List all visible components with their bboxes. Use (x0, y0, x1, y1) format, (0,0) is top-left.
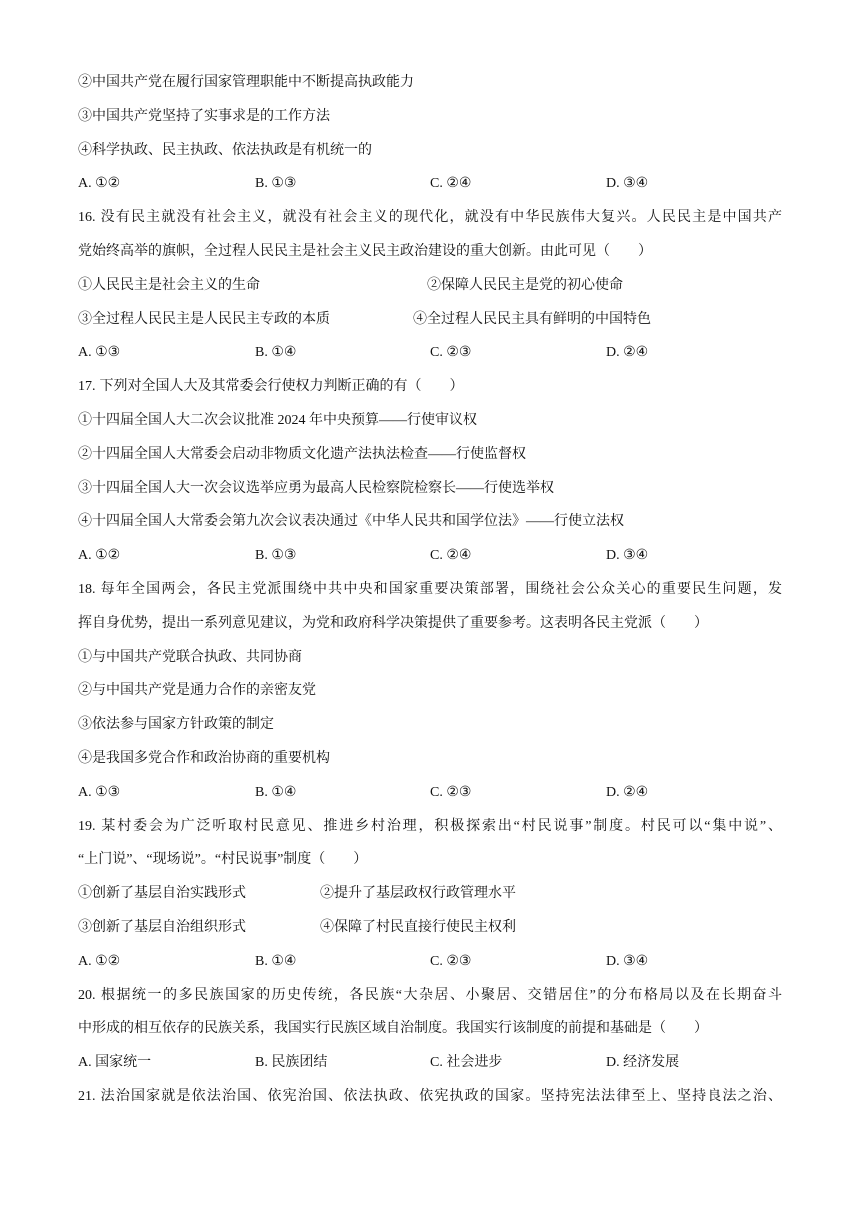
q17-stem-line-1 (78, 377, 464, 397)
q20-stem-line-2: 中形成的相互依存的民族关系，我国实行民族区域自治制度。我国实行该制度的前提和基础是（ ） (78, 1021, 708, 1036)
q20-choice-b: B. 民族团结 (255, 1055, 328, 1070)
q19-statement-4: ④保障了村民直接行使民主权利 (320, 920, 516, 935)
q17-choices (0, 546, 860, 566)
q19-choice-c: C. ②③ (430, 954, 472, 969)
q17-choice-d: D. ③④ (606, 548, 649, 563)
q15-choice-b: B. ①③ (255, 176, 297, 191)
q16-statement-4: ④全过程人民民主具有鲜明的中国特色 (413, 312, 651, 327)
q20-number: 20. (78, 988, 96, 1003)
q19-stem-text-1: 某村委会为广泛听取村民意见、推进乡村治理，积极探索出“村民说事”制度。村民可以“集中说”、 (99, 819, 782, 834)
q18-statement-4: ④是我国多党合作和政治协商的重要机构 (78, 751, 330, 766)
q19-stem-line-1 (78, 817, 782, 837)
q19-statement-3: ③创新了基层自治组织形式 (78, 920, 246, 935)
q17-statement-4: ④十四届全国人大常委会第九次会议表决通过《中华人民共和国学位法》——行使立法权 (78, 514, 624, 529)
q17-statement-3: ③十四届全国人大一次会议选举应勇为最高人民检察院检察长——行使选举权 (78, 481, 554, 496)
q21-number: 21. (78, 1089, 96, 1104)
q21-stem-line-1 (78, 1087, 782, 1107)
q17-statement-1: ①十四届全国人大二次会议批准 2024 年中央预算——行使审议权 (78, 413, 477, 428)
q16-choice-b: B. ①④ (255, 345, 297, 360)
q15-choices (0, 174, 860, 194)
q20-choices (0, 1053, 860, 1073)
q16-statement-3: ③全过程人民民主是人民民主专政的本质 (78, 312, 330, 327)
q19-number: 19. (78, 819, 96, 834)
q18-number: 18. (78, 582, 96, 597)
q16-choice-c: C. ②③ (430, 345, 472, 360)
q19-stem-line-2: “上门说”、“现场说”。“村民说事”制度（ ） (78, 852, 368, 867)
q15-choice-d: D. ③④ (606, 176, 649, 191)
q17-choice-c: C. ②④ (430, 548, 472, 563)
q18-choice-a: A. ①③ (78, 785, 121, 800)
q15-choice-c: C. ②④ (430, 176, 472, 191)
q19-statements-row-2 (0, 918, 860, 938)
q16-stem-text-1: 没有民主就没有社会主义，就没有社会主义的现代化，就没有中华民族伟大复兴。人民民主是中国共产 (99, 210, 782, 225)
q20-choice-c: C. 社会进步 (430, 1055, 503, 1070)
q17-number: 17. (78, 379, 96, 394)
q16-stem-line-1 (78, 208, 782, 228)
q17-stem-text-1: 下列对全国人大及其常委会行使权力判断正确的有（ ） (99, 379, 464, 394)
q20-stem-text-1: 根据统一的多民族国家的历史传统，各民族“大杂居、小聚居、交错居住”的分布格局以及在长期奋斗 (99, 988, 782, 1003)
q17-choice-a: A. ①② (78, 548, 121, 563)
q17-statement-2: ②十四届全国人大常委会启动非物质文化遗产法执法检查——行使监督权 (78, 447, 526, 462)
q16-choice-a: A. ①③ (78, 345, 121, 360)
q19-statement-2: ②提升了基层政权行政管理水平 (320, 886, 516, 901)
q20-choice-a: A. 国家统一 (78, 1055, 152, 1070)
q19-choices (0, 952, 860, 972)
q15-choice-a: A. ①② (78, 176, 121, 191)
q18-statement-1: ①与中国共产党联合执政、共同协商 (78, 650, 302, 665)
q19-choice-d: D. ③④ (606, 954, 649, 969)
q18-choice-c: C. ②③ (430, 785, 472, 800)
q20-stem-line-1 (78, 986, 782, 1006)
q16-statement-1: ①人民民主是社会主义的生命 (78, 278, 260, 293)
q15-statement-4: ④科学执政、民主执政、依法执政是有机统一的 (78, 143, 372, 158)
q20-choice-d: D. 经济发展 (606, 1055, 680, 1070)
q19-statement-1: ①创新了基层自治实践形式 (78, 886, 246, 901)
q18-statement-2: ②与中国共产党是通力合作的亲密友党 (78, 683, 316, 698)
q15-statement-2: ②中国共产党在履行国家管理职能中不断提高执政能力 (78, 75, 414, 90)
q19-choice-a: A. ①② (78, 954, 121, 969)
q18-choices (0, 783, 860, 803)
q17-choice-b: B. ①③ (255, 548, 297, 563)
q16-choice-d: D. ②④ (606, 345, 649, 360)
q18-stem-line-2: 挥自身优势，提出一系列意见建议，为党和政府科学决策提供了重要参考。这表明各民主党派（ ） (78, 616, 708, 631)
q18-choice-b: B. ①④ (255, 785, 297, 800)
q16-statement-2: ②保障人民民主是党的初心使命 (427, 278, 623, 293)
q15-statement-3: ③中国共产党坚持了实事求是的工作方法 (78, 109, 330, 124)
q18-stem-line-1 (78, 580, 782, 600)
q16-choices (0, 343, 860, 363)
q19-statements-row-1 (0, 884, 860, 904)
q19-choice-b: B. ①④ (255, 954, 297, 969)
q18-statement-3: ③依法参与国家方针政策的制定 (78, 717, 274, 732)
q16-statements-row-2 (0, 310, 860, 330)
q16-number: 16. (78, 210, 96, 225)
q16-stem-line-2: 党始终高举的旗帜，全过程人民民主是社会主义民主政治建设的重大创新。由此可见（ ） (78, 244, 652, 259)
q21-stem-text-1: 法治国家就是依法治国、依宪治国、依法执政、依宪执政的国家。坚持宪法法律至上、坚持良法之治、 (99, 1089, 782, 1104)
q16-statements-row-1 (0, 276, 860, 296)
q18-stem-text-1: 每年全国两会，各民主党派围绕中共中央和国家重要决策部署，围绕社会公众关心的重要民生问题，发 (99, 582, 782, 597)
q18-choice-d: D. ②④ (606, 785, 649, 800)
